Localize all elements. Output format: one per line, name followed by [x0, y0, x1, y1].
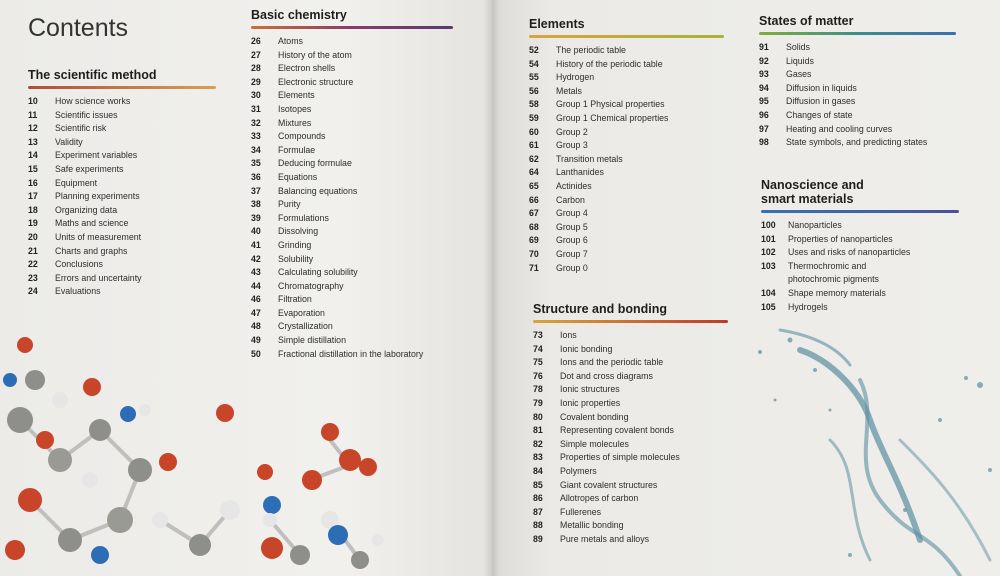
entry-title: Group 1 Chemical properties [556, 112, 669, 123]
toc-entry[interactable] [533, 383, 733, 397]
page-number: 66 [529, 194, 539, 205]
entry-title: Maths and science [55, 218, 129, 229]
entry-title: How science works [55, 96, 131, 106]
entry-title: Changes of state [786, 109, 853, 120]
entry-title: Uses and risks of nanoparticles [788, 247, 911, 258]
page-number: 17 [28, 191, 38, 202]
toc-entry[interactable] [533, 519, 733, 533]
entry-title: Dissolving [278, 226, 319, 237]
page-number: 48 [251, 321, 261, 332]
toc-entry[interactable] [251, 293, 461, 307]
toc-entry[interactable] [28, 272, 218, 286]
page-number: 49 [251, 335, 261, 346]
toc-entry[interactable] [529, 112, 729, 126]
entry-title: Errors and uncertainty [55, 272, 142, 283]
entry-title: Hydrogels [788, 301, 828, 312]
page-number: 98 [759, 137, 769, 148]
entry-title: Group 0 [556, 262, 588, 273]
page-number: 27 [251, 49, 261, 60]
entry-title: Carbon [556, 194, 585, 205]
page-number: 76 [533, 370, 543, 381]
entry-title: Compounds [278, 131, 326, 142]
page-number: 74 [533, 343, 543, 354]
entry-title: Heating and cooling curves [786, 123, 893, 134]
toc-entry[interactable] [529, 153, 729, 167]
entry-title: Giant covalent structures [560, 479, 658, 490]
page-number: 13 [28, 136, 38, 147]
entry-title: Transition metals [556, 153, 623, 164]
toc-entry[interactable] [529, 248, 729, 262]
toc-entry[interactable] [529, 166, 729, 180]
entry-title: Electron shells [278, 63, 336, 74]
section-basic-chemistry [251, 8, 461, 361]
section-heading-line: smart materials [761, 192, 854, 206]
section-heading: States of matter [759, 14, 854, 28]
entry-title: Metals [556, 85, 582, 96]
page-number: 41 [251, 239, 261, 250]
entry-title: Isotopes [278, 103, 312, 114]
entry-title: Ionic structures [560, 384, 620, 395]
toc-entry[interactable] [533, 479, 733, 493]
entry-title: Scientific issues [55, 109, 118, 120]
toc-entry[interactable] [251, 76, 461, 90]
entry-title: Dot and cross diagrams [560, 370, 653, 381]
entry-title: Units of measurement [55, 231, 142, 242]
toc-entry[interactable] [529, 139, 729, 153]
toc-entry[interactable] [533, 397, 733, 411]
entry-title: Evaluations [55, 286, 101, 297]
section-rule [761, 210, 959, 213]
page-number: 96 [759, 109, 769, 120]
toc-entry[interactable] [533, 424, 733, 438]
section-structure-bonding [533, 302, 733, 547]
toc-entry[interactable] [251, 171, 461, 185]
entry-title: Conclusions [55, 259, 103, 270]
entry-title: Shape memory materials [788, 287, 886, 298]
entry-title: Polymers [560, 465, 597, 476]
entry-title: Gases [786, 69, 812, 80]
page-number: 28 [251, 63, 261, 74]
toc-list [529, 44, 729, 275]
book-gutter [484, 0, 500, 576]
entry-title: Diffusion in gases [786, 96, 856, 107]
entry-title: Ionic properties [560, 397, 621, 408]
toc-entry[interactable] [529, 234, 729, 248]
section-heading-line: Nanoscience and [761, 178, 864, 192]
page-number: 78 [533, 384, 543, 395]
toc-entry[interactable] [759, 41, 959, 55]
section-heading [761, 178, 966, 206]
entry-title: Solubility [278, 253, 314, 264]
section-elements [529, 17, 729, 275]
page-number: 29 [251, 76, 261, 87]
section-rule [529, 35, 724, 38]
page-number: 103 [761, 260, 776, 271]
entry-title: Group 6 [556, 235, 588, 246]
page-number: 73 [533, 330, 543, 340]
toc-entry[interactable] [251, 334, 461, 348]
section-heading: Basic chemistry [251, 8, 347, 22]
toc-entry[interactable] [533, 356, 733, 370]
page-number: 80 [533, 411, 543, 422]
page-number: 83 [533, 452, 543, 463]
page-number: 60 [529, 126, 539, 137]
page-number: 39 [251, 212, 261, 223]
toc-entry[interactable] [251, 320, 461, 334]
entry-title: Filtration [278, 294, 312, 305]
entry-title: Charts and graphs [55, 245, 128, 256]
page-number: 24 [28, 286, 38, 297]
page-number: 32 [251, 117, 261, 128]
page-number [761, 273, 788, 287]
page-number: 14 [28, 150, 38, 161]
entry-title: Thermochromic and [788, 260, 867, 271]
entry-title: Mixtures [278, 117, 312, 128]
toc-entry[interactable] [251, 307, 461, 321]
page-number: 34 [251, 144, 261, 155]
entry-title: Scientific risk [55, 123, 107, 134]
toc-entry[interactable] [28, 149, 218, 163]
entry-title: History of the periodic table [556, 58, 663, 69]
page-number: 40 [251, 226, 261, 237]
toc-entry[interactable] [251, 212, 461, 226]
toc-entry[interactable] [251, 89, 461, 103]
page-number: 19 [28, 218, 38, 229]
toc-entry[interactable] [28, 231, 218, 245]
toc-entry[interactable] [529, 262, 729, 276]
entry-title: Ions and the periodic table [560, 357, 664, 368]
page-number: 70 [529, 248, 539, 259]
page-number: 50 [251, 348, 261, 359]
toc-entry[interactable] [28, 177, 218, 191]
toc-list [251, 35, 461, 361]
page-number: 22 [28, 259, 38, 270]
toc-entry[interactable] [251, 117, 461, 131]
entry-title: Hydrogen [556, 72, 595, 83]
page-number: 88 [533, 520, 543, 531]
toc-entry[interactable] [761, 246, 966, 260]
section-nanoscience [761, 178, 966, 314]
page-number: 44 [251, 280, 261, 291]
page-number: 104 [761, 287, 776, 298]
toc-entry[interactable] [28, 190, 218, 204]
toc-entry[interactable] [251, 130, 461, 144]
page-number: 31 [251, 103, 261, 114]
toc-entry[interactable] [533, 492, 733, 506]
entry-title: Safe experiments [55, 163, 124, 174]
entry-title: Equations [278, 171, 318, 182]
page-number: 97 [759, 123, 769, 134]
entry-title: Lanthanides [556, 167, 604, 178]
entry-title: Group 1 Physical properties [556, 99, 665, 110]
page-number: 71 [529, 262, 539, 273]
toc-entry[interactable] [529, 44, 729, 58]
toc-entry[interactable] [533, 329, 733, 343]
toc-entry[interactable] [28, 245, 218, 259]
toc-entry[interactable] [533, 465, 733, 479]
page-number: 23 [28, 272, 38, 283]
page-number: 79 [533, 397, 543, 408]
page-number: 81 [533, 425, 543, 436]
toc-entry[interactable] [533, 506, 733, 520]
page-number: 46 [251, 294, 261, 305]
toc-entry[interactable] [761, 301, 966, 315]
page-number: 47 [251, 307, 261, 318]
toc-entry[interactable] [251, 35, 461, 49]
section-rule [759, 32, 956, 35]
page-number: 94 [759, 82, 769, 93]
toc-entry[interactable] [761, 233, 966, 247]
page-number: 75 [533, 357, 543, 368]
entry-title: Deducing formulae [278, 158, 352, 169]
toc-entry[interactable] [251, 225, 461, 239]
entry-title: Solids [786, 42, 810, 52]
entry-title: Formulations [278, 212, 329, 223]
toc-entry[interactable] [28, 204, 218, 218]
page-number: 10 [28, 96, 38, 106]
page-number: 26 [251, 36, 261, 46]
entry-title: Nanoparticles [788, 220, 842, 230]
page-number: 36 [251, 171, 261, 182]
entry-title: Ions [560, 330, 577, 340]
page-number: 95 [759, 96, 769, 107]
entry-title: Atoms [278, 36, 303, 46]
entry-title: Organizing data [55, 204, 118, 215]
page-number: 20 [28, 231, 38, 242]
entry-title: Properties of simple molecules [560, 452, 680, 463]
entry-title: Fullerenes [560, 506, 602, 517]
page-number: 37 [251, 185, 261, 196]
page-number: 12 [28, 123, 38, 134]
toc-list [759, 41, 959, 150]
toc-entry[interactable] [533, 451, 733, 465]
page-number: 68 [529, 221, 539, 232]
toc-list [533, 329, 733, 547]
page-number: 101 [761, 233, 776, 244]
toc-entry[interactable] [251, 198, 461, 212]
entry-title: Planning experiments [55, 191, 140, 202]
section-heading: The scientific method [28, 68, 157, 82]
toc-entry[interactable] [251, 239, 461, 253]
toc-entry[interactable] [251, 157, 461, 171]
page-number: 52 [529, 45, 539, 55]
toc-entry[interactable] [529, 126, 729, 140]
page-number: 42 [251, 253, 261, 264]
section-rule [251, 26, 453, 29]
entry-title: photochromic pigments [788, 274, 879, 285]
toc-entry[interactable] [529, 194, 729, 208]
entry-title: Group 2 [556, 126, 588, 137]
toc-entry[interactable] [529, 180, 729, 194]
toc-entry[interactable] [533, 533, 733, 547]
entry-title: Pure metals and alloys [560, 533, 649, 544]
page-number: 89 [533, 533, 543, 544]
toc-entry[interactable] [251, 280, 461, 294]
toc-entry[interactable] [28, 163, 218, 177]
page-number: 69 [529, 235, 539, 246]
page-number: 67 [529, 208, 539, 219]
page-number: 84 [533, 465, 543, 476]
toc-entry[interactable] [28, 109, 218, 123]
entry-title: Grinding [278, 239, 312, 250]
page-number: 64 [529, 167, 539, 178]
toc-entry[interactable] [759, 82, 959, 96]
page-number: 21 [28, 245, 38, 256]
entry-title: Evaporation [278, 307, 325, 318]
page-number: 56 [529, 85, 539, 96]
page-number: 59 [529, 112, 539, 123]
toc-list [28, 95, 218, 299]
section-heading: Structure and bonding [533, 302, 668, 316]
toc-entry[interactable] [533, 411, 733, 425]
toc-entry[interactable] [759, 95, 959, 109]
page-number: 43 [251, 267, 261, 278]
entry-title: State symbols, and predicting states [786, 137, 928, 148]
entry-title: Diffusion in liquids [786, 82, 857, 93]
toc-entry[interactable] [761, 219, 966, 233]
toc-entry[interactable] [759, 55, 959, 69]
entry-title: Actinides [556, 180, 592, 191]
entry-title: Simple distillation [278, 335, 346, 346]
toc-entry[interactable] [529, 221, 729, 235]
entry-title: Chromatography [278, 280, 344, 291]
entry-title: Electronic structure [278, 76, 354, 87]
toc-entry[interactable] [529, 98, 729, 112]
entry-title: Simple molecules [560, 438, 629, 449]
toc-entry[interactable] [533, 370, 733, 384]
toc-entry[interactable] [759, 136, 959, 150]
page-number: 85 [533, 479, 543, 490]
page-number: 87 [533, 506, 543, 517]
toc-entry[interactable] [761, 260, 966, 274]
page-number: 35 [251, 158, 261, 169]
entry-title: Group 3 [556, 140, 588, 151]
page-number: 93 [759, 69, 769, 80]
toc-entry[interactable] [28, 258, 218, 272]
page-number: 33 [251, 131, 261, 142]
page-number: 30 [251, 90, 261, 101]
page-number: 62 [529, 153, 539, 164]
section-rule [533, 320, 728, 323]
toc-entry[interactable] [28, 136, 218, 150]
entry-title: Metallic bonding [560, 520, 624, 531]
entry-title: The periodic table [556, 45, 626, 55]
entry-title: Group 7 [556, 248, 588, 259]
entry-title: Properties of nanoparticles [788, 233, 893, 244]
toc-entry[interactable] [28, 285, 218, 299]
page-title: Contents [28, 14, 129, 42]
entry-title: Crystallization [278, 321, 333, 332]
page-number: 18 [28, 204, 38, 215]
toc-entry-continuation[interactable] [761, 273, 966, 287]
page-number: 38 [251, 199, 261, 210]
entry-title: Fractional distillation in the laboratory [278, 348, 424, 359]
section-states-of-matter [759, 14, 959, 150]
entry-title: Experiment variables [55, 150, 138, 161]
toc-entry[interactable] [533, 343, 733, 357]
toc-entry[interactable] [759, 123, 959, 137]
toc-entry[interactable] [529, 58, 729, 72]
page-number: 65 [529, 180, 539, 191]
page-number: 58 [529, 99, 539, 110]
toc-entry[interactable] [28, 217, 218, 231]
page-number: 54 [529, 58, 539, 69]
page-number: 15 [28, 163, 38, 174]
page-number: 102 [761, 247, 776, 258]
toc-entry[interactable] [28, 122, 218, 136]
entry-title: Balancing equations [278, 185, 358, 196]
page-number: 86 [533, 493, 543, 504]
toc-entry[interactable] [251, 144, 461, 158]
page-number: 82 [533, 438, 543, 449]
toc-entry[interactable] [759, 109, 959, 123]
toc-entry[interactable] [251, 62, 461, 76]
entry-title: Ionic bonding [560, 343, 613, 354]
toc-entry[interactable] [251, 253, 461, 267]
entry-title: Formulae [278, 144, 316, 155]
entry-title: Elements [278, 90, 315, 101]
toc-entry[interactable] [761, 287, 966, 301]
toc-list [761, 219, 966, 314]
entry-title: Calculating solubility [278, 267, 358, 278]
entry-title: Equipment [55, 177, 98, 188]
toc-entry[interactable] [533, 438, 733, 452]
toc-entry[interactable] [529, 85, 729, 99]
toc-entry[interactable] [251, 348, 461, 362]
toc-entry[interactable] [529, 207, 729, 221]
toc-entry[interactable] [529, 71, 729, 85]
entry-title: Liquids [786, 55, 814, 66]
toc-entry[interactable] [759, 68, 959, 82]
entry-title: Representing covalent bonds [560, 425, 674, 436]
page-number: 92 [759, 55, 769, 66]
page-number: 100 [761, 220, 776, 230]
entry-title: History of the atom [278, 49, 352, 60]
page-number: 55 [529, 72, 539, 83]
section-heading: Elements [529, 17, 585, 31]
entry-title: Validity [55, 136, 83, 147]
toc-entry[interactable] [251, 266, 461, 280]
page-number: 105 [761, 301, 776, 312]
page-number: 16 [28, 177, 38, 188]
page-number: 61 [529, 140, 539, 151]
toc-entry[interactable] [28, 95, 218, 109]
toc-entry[interactable] [251, 49, 461, 63]
toc-entry[interactable] [251, 185, 461, 199]
page-number: 91 [759, 42, 769, 52]
section-scientific-method [28, 68, 218, 299]
entry-title: Allotropes of carbon [560, 493, 639, 504]
page-number: 11 [28, 109, 38, 120]
entry-title: Group 4 [556, 208, 588, 219]
toc-entry[interactable] [251, 103, 461, 117]
entry-title: Purity [278, 199, 301, 210]
section-rule [28, 86, 216, 89]
entry-title: Group 5 [556, 221, 588, 232]
entry-title: Covalent bonding [560, 411, 629, 422]
